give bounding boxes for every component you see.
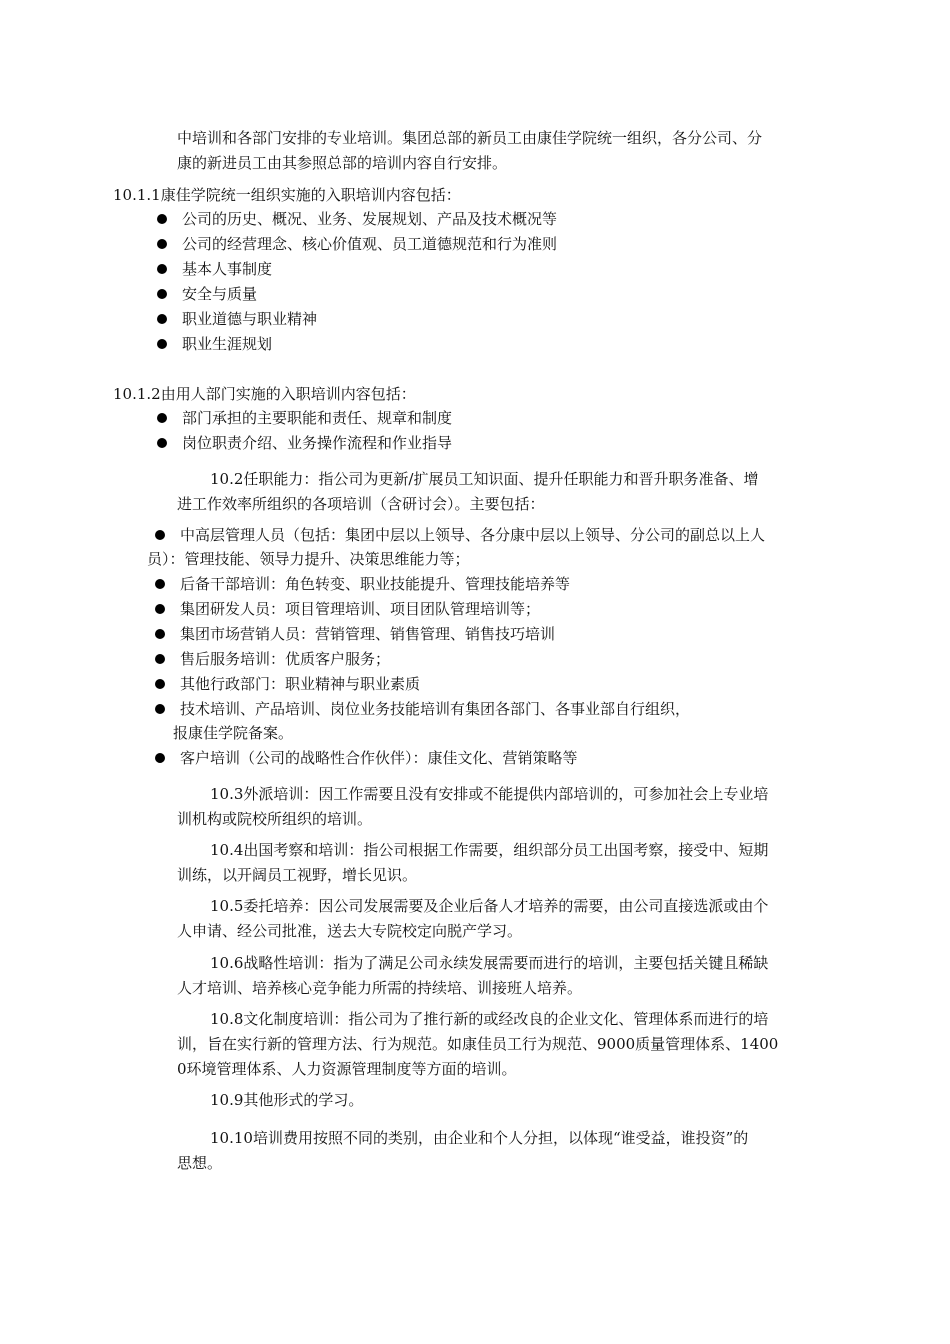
section-10-2-paragraph [177, 467, 837, 517]
section-10-2-line-2: 进工作效率所组织的各项培训（含研讨会）。主要包括： [177, 495, 545, 513]
list-item-text: 安全与质量 [182, 285, 258, 303]
intro-paragraph [177, 126, 837, 176]
section-10-6-line-2: 人才培训、培养核心竞争能力所需的持续培、训接班人培养。 [177, 979, 583, 997]
section-10-5-paragraph [177, 894, 837, 944]
section-10-6-line-1: 10.6战略性培训：指为了满足公司永续发展需要而进行的培训，主要包括关键且稀缺 [210, 954, 769, 972]
bullet-icon [155, 530, 165, 540]
list-item-text: 基本人事制度 [182, 260, 273, 278]
section-10-10-line-1: 10.10培训费用按照不同的类别，由企业和个人分担，以体现“谁受益，谁投资”的 [210, 1129, 749, 1147]
bullet-icon [157, 413, 167, 423]
list-item-text: 职业生涯规划 [182, 335, 273, 353]
bullet-icon [155, 704, 165, 714]
bullet-icon [157, 214, 167, 224]
bullet-icon [155, 604, 165, 614]
bullet-icon [157, 438, 167, 448]
section-10-10-line-2: 思想。 [177, 1154, 223, 1172]
bullet-icon [155, 753, 165, 763]
section-10-6-paragraph [177, 951, 837, 1001]
intro-line-2: 康的新进员工由其参照总部的培训内容自行安排。 [177, 154, 508, 172]
list-item-text: 职业道德与职业精神 [182, 310, 318, 328]
section-10-9-line-1: 10.9其他形式的学习。 [210, 1091, 364, 1109]
list-item-text: 技术培训、产品培训、岗位业务技能培训有集团各部门、各事业部自行组织， [180, 700, 691, 718]
section-10-8-line-1: 10.8文化制度培训：指公司为了推行新的或经改良的企业文化、管理体系而进行的培 [210, 1010, 769, 1028]
section-10-4-line-2: 训练，以开阔员工视野，增长见识。 [177, 866, 418, 884]
section-10-8-line-2: 训，旨在实行新的管理方法、行为规范。如康佳员工行为规范、9000质量管理体系、1400 [177, 1035, 779, 1053]
section-10-8-line-3: 0环境管理体系、人力资源管理制度等方面的培训。 [177, 1060, 517, 1078]
list-item-text: 岗位职责介绍、业务操作流程和作业指导 [182, 434, 453, 452]
bullet-icon [155, 629, 165, 639]
bullet-icon [157, 239, 167, 249]
section-10-4-line-1: 10.4出国考察和培训：指公司根据工作需要，组织部分员工出国考察，接受中、短期 [210, 841, 769, 859]
list-item-text: 公司的经营理念、核心价值观、员工道德规范和行为准则 [182, 235, 558, 253]
bullet-icon [157, 339, 167, 349]
bullet-icon [155, 579, 165, 589]
section-10-5-line-2: 人申请、经公司批准，送去大专院校定向脱产学习。 [177, 922, 523, 940]
list-item-text: 集团市场营销人员：营销管理、销售管理、销售技巧培训 [180, 625, 556, 643]
section-10-4-paragraph [177, 838, 837, 888]
intro-line-1: 中培训和各部门安排的专业培训。集团总部的新员工由康佳学院统一组织，各分公司、分 [177, 129, 763, 147]
bullet-icon [155, 679, 165, 689]
bullet-icon [157, 289, 167, 299]
section-10-1-2-heading: 10.1.2由用人部门实施的入职培训内容包括： [113, 385, 416, 403]
bullet-icon [155, 654, 165, 664]
list-item-text: 客户培训（公司的战略性合作伙伴）：康佳文化、营销策略等 [180, 749, 578, 767]
bullet-icon [157, 314, 167, 324]
list-item-continuation: 报康佳学院备案。 [173, 724, 294, 742]
section-10-3-paragraph [177, 782, 837, 832]
section-10-3-line-1: 10.3外派培训：因工作需要且没有安排或不能提供内部培训的，可参加社会上专业培 [210, 785, 769, 803]
section-10-1-1-heading: 10.1.1康佳学院统一组织实施的入职培训内容包括： [113, 186, 461, 204]
section-10-5-line-1: 10.5委托培养：因公司发展需要及企业后备人才培养的需要，由公司直接选派或由个 [210, 897, 769, 915]
list-item-text: 集团研发人员：项目管理培训、项目团队管理培训等； [180, 600, 541, 618]
section-10-10-paragraph [177, 1126, 837, 1176]
section-10-8-paragraph [177, 1007, 837, 1082]
list-item-continuation: 员）：管理技能、领导力提升、决策思维能力等； [147, 550, 470, 568]
list-item-text: 中高层管理人员（包括：集团中层以上领导、各分康中层以上领导、分公司的副总以上人 [180, 526, 766, 544]
section-10-2-line-1: 10.2任职能力：指公司为更新/扩展员工知识面、提升任职能力和晋升职务准备、增 [210, 470, 759, 488]
bullet-icon [157, 264, 167, 274]
list-item-text: 后备干部培训：角色转变、职业技能提升、管理技能培养等 [180, 575, 571, 593]
section-10-9-paragraph [177, 1088, 837, 1113]
list-item-text: 售后服务培训：优质客户服务； [180, 650, 391, 668]
list-item-text: 其他行政部门：职业精神与职业素质 [180, 675, 421, 693]
section-10-3-line-2: 训机构或院校所组织的培训。 [177, 810, 373, 828]
list-item-text: 部门承担的主要职能和责任、规章和制度 [182, 409, 453, 427]
list-item-text: 公司的历史、概况、业务、发展规划、产品及技术概况等 [182, 210, 558, 228]
